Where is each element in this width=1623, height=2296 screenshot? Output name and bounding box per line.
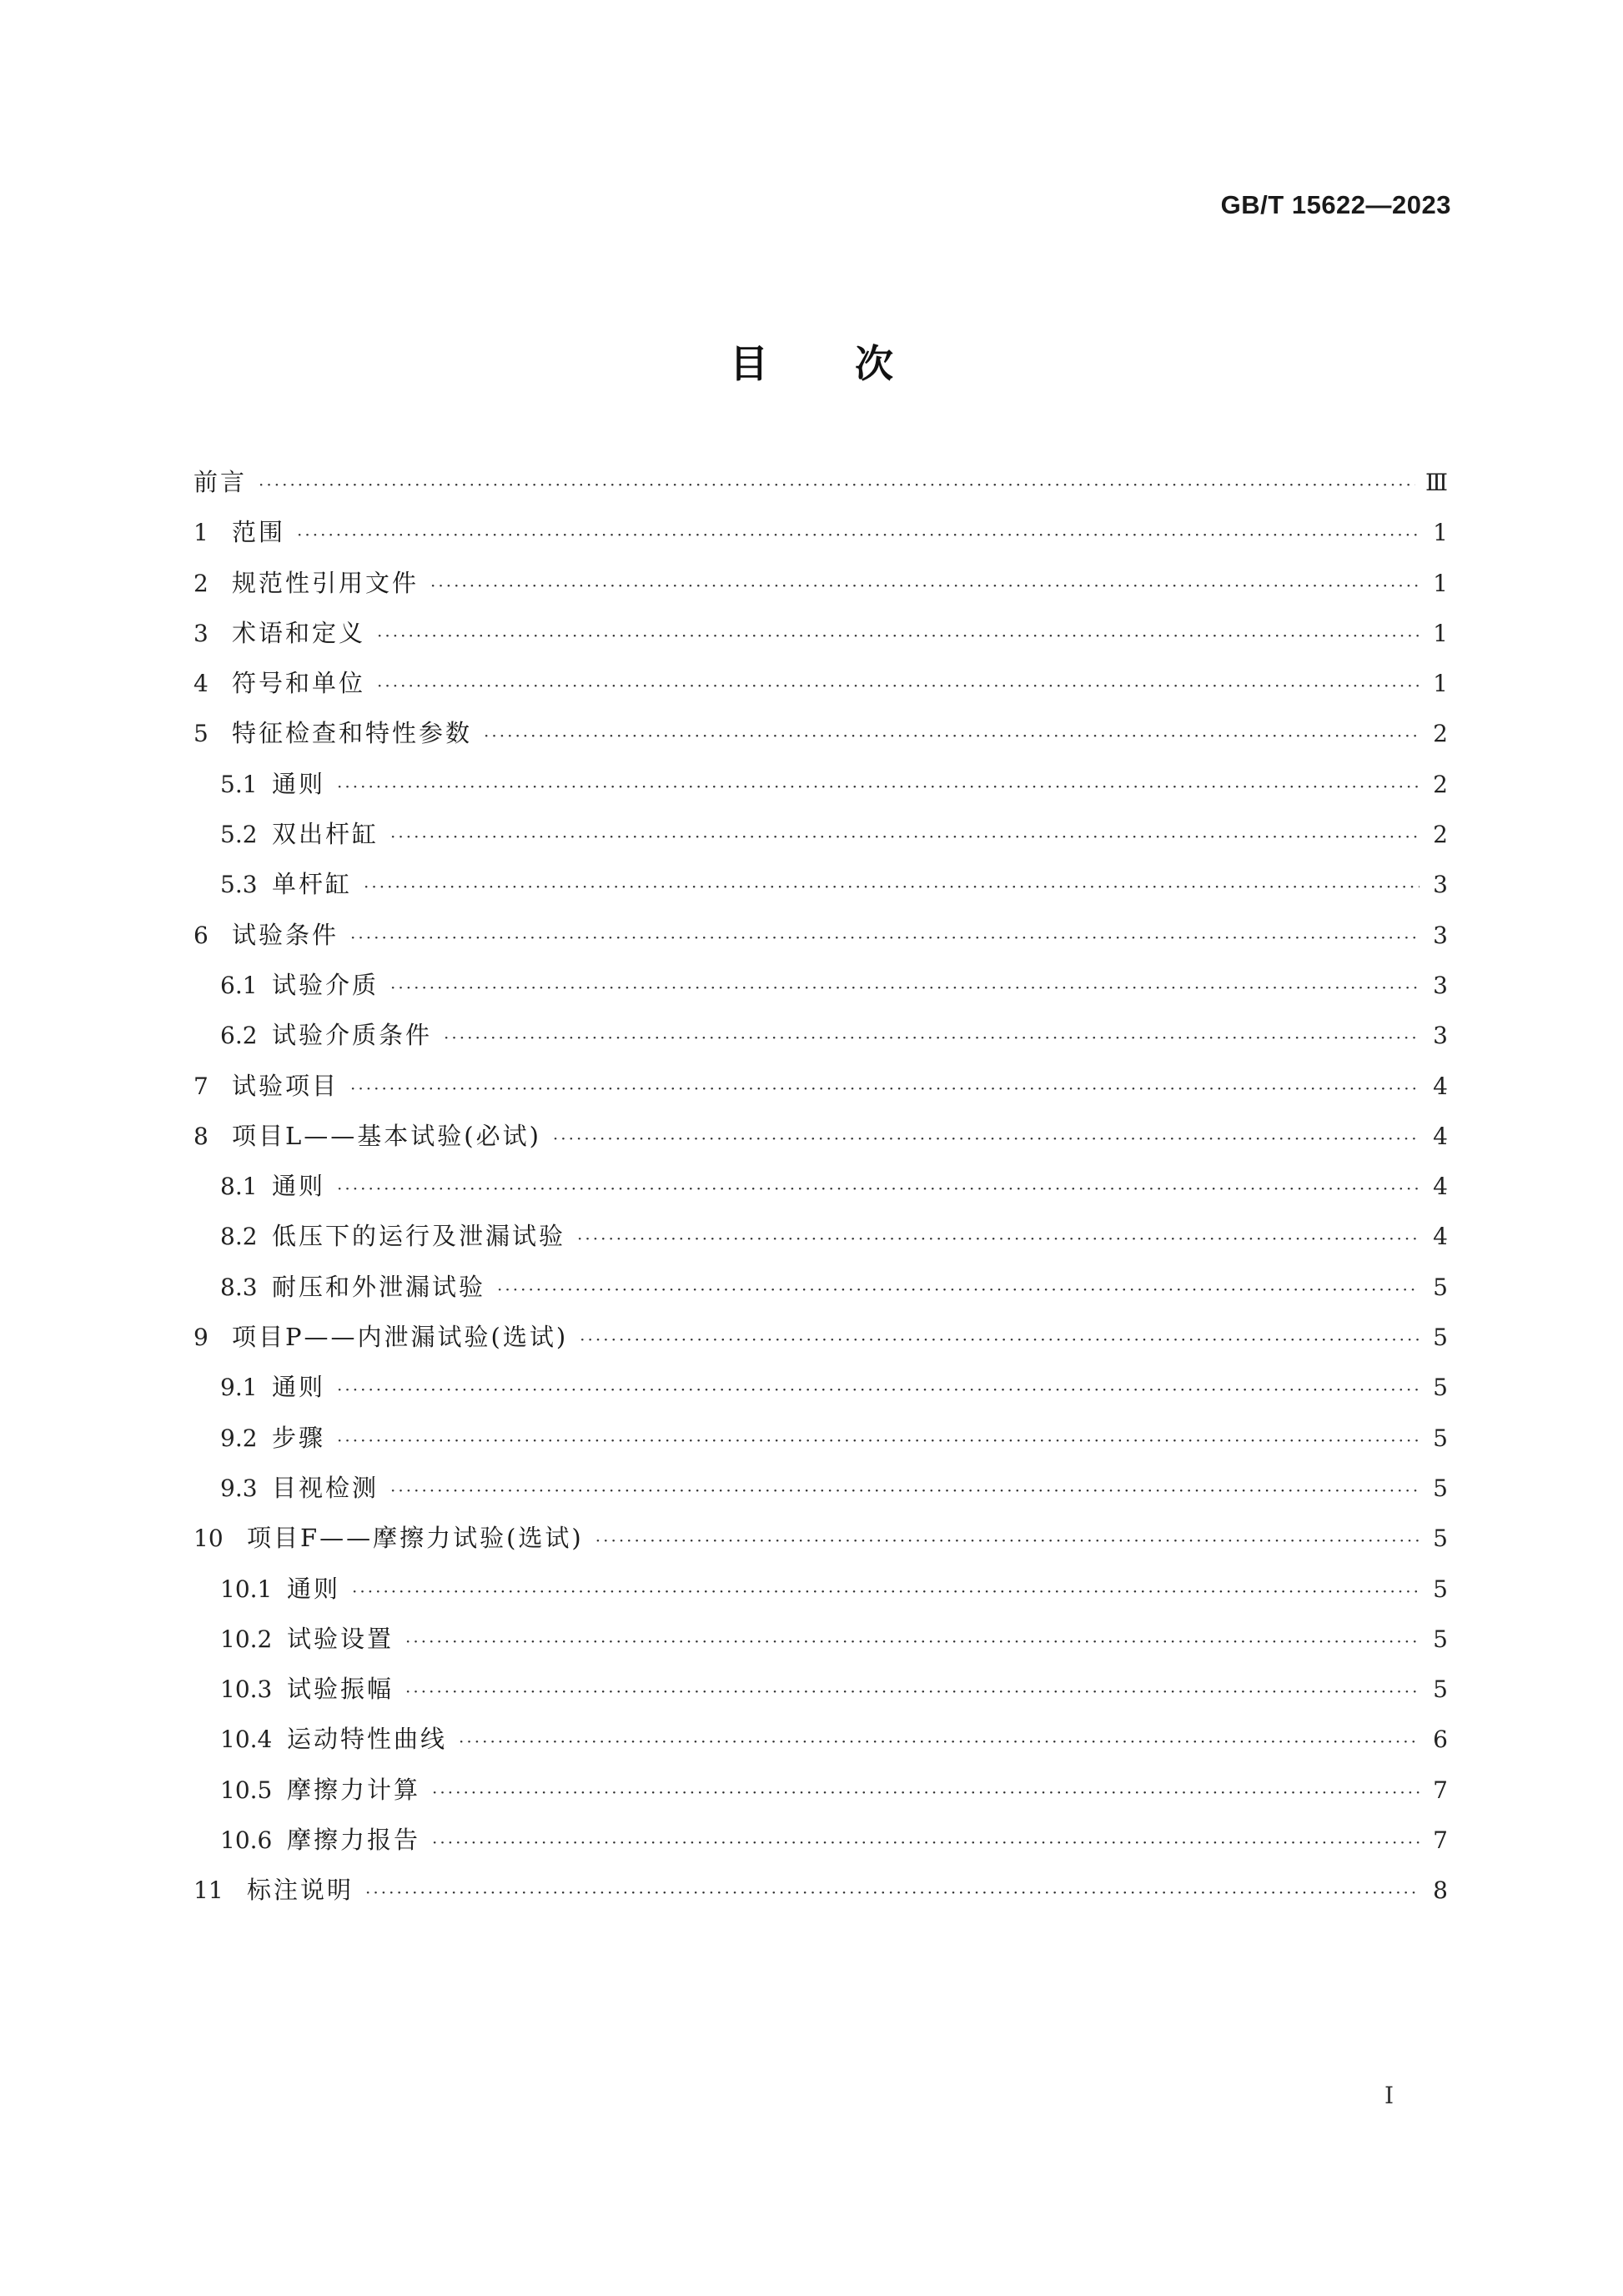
toc-entry-page: 5 [1433,1525,1448,1553]
toc-entry-page: Ⅲ [1425,469,1448,496]
toc-entry[interactable] [193,608,1448,658]
toc-entry-title: 试验介质条件 [272,1021,433,1050]
toc-entry-title: 规范性引用文件 [232,568,420,597]
toc-entry-title: 目视检测 [272,1473,379,1502]
toc-entry[interactable] [193,708,1448,758]
dot-leader [377,661,1419,711]
toc-entry-page: 6 [1433,1726,1448,1754]
toc-entry-title: 范围 [232,518,286,547]
toc-entry-number: 10.4 [220,1726,273,1754]
dot-leader [377,610,1419,661]
toc-entry[interactable] [193,1564,1448,1614]
toc-entry-title: 通则 [272,1373,326,1402]
toc-entry-page: 5 [1433,1676,1448,1704]
standard-number: GB/T 15622—2023 [1220,190,1451,219]
dot-leader [580,1314,1419,1364]
toc-entry-title: 耐压和外泄漏试验 [272,1272,486,1301]
dot-leader [553,1113,1419,1163]
toc-entry-page: 5 [1433,1575,1448,1603]
toc-entry-number: 10.1 [220,1575,273,1603]
toc-entry[interactable] [193,1714,1448,1764]
toc-entry-title: 通则 [287,1574,341,1603]
dot-leader [365,1867,1419,1917]
toc-entry-page: 5 [1433,1273,1448,1301]
toc-entry-page: 4 [1433,1122,1448,1150]
toc-entry-number: 7 [193,1072,209,1100]
toc-entry[interactable] [193,1614,1448,1664]
toc-entry-page: 2 [1433,821,1448,849]
toc-entry-title: 项目F——摩擦力试验(选试) [247,1524,584,1553]
toc-entry-page: 5 [1433,1474,1448,1502]
toc-entry-page: 4 [1433,1173,1448,1201]
dot-leader [497,1264,1419,1314]
toc-entry-number: 9.3 [220,1474,258,1502]
toc-entry-title: 前言 [193,468,248,496]
toc-entry-page: 1 [1433,670,1448,698]
toc-entry-number: 10.5 [220,1776,273,1804]
toc-entry-number: 5.3 [220,871,258,899]
toc-entry[interactable] [193,1312,1448,1362]
toc-entry-page: 3 [1433,871,1448,899]
toc-entry[interactable] [193,507,1448,557]
dot-leader [350,912,1419,962]
toc-entry-number: 1 [193,519,209,547]
toc-entry[interactable] [193,1262,1448,1312]
dot-leader [595,1515,1419,1565]
toc-entry[interactable] [193,809,1448,859]
toc-entry-title: 通则 [272,1172,326,1201]
toc-entry[interactable] [193,1161,1448,1211]
dot-leader [297,510,1419,560]
toc-entry-number: 5.1 [220,770,258,798]
page-number: I [1384,2082,1394,2109]
toc-entry-number: 6.1 [220,971,258,999]
toc-entry-page: 3 [1433,971,1448,999]
toc-entry-number: 10.3 [220,1676,273,1704]
toc-entry-number: 8.2 [220,1223,258,1251]
toc-entry[interactable] [193,910,1448,960]
dot-leader [432,1767,1419,1817]
toc-entry-title: 运动特性曲线 [287,1725,448,1754]
dot-leader [364,862,1419,912]
toc-entry-number: 4 [193,670,209,698]
dot-leader [350,1063,1419,1113]
toc-entry-number: 8.1 [220,1173,258,1201]
toc-entry-page: 2 [1433,720,1448,748]
toc-entry-page: 5 [1433,1324,1448,1352]
toc-entry[interactable] [193,1211,1448,1261]
toc-entry[interactable] [193,457,1448,507]
toc-entry[interactable] [193,1815,1448,1865]
toc-entry-title: 试验设置 [287,1624,394,1653]
toc-entry-title: 项目L——基本试验(必试) [232,1121,541,1150]
toc-entry-page: 5 [1433,1625,1448,1653]
toc-entry-page: 3 [1433,1022,1448,1050]
toc-entry[interactable] [193,960,1448,1010]
toc-entry-number: 9.1 [220,1374,258,1402]
toc-entry-title: 试验振幅 [287,1675,394,1704]
toc-entry-page: 5 [1433,1424,1448,1452]
toc-entry[interactable] [193,1010,1448,1060]
toc-entry-page: 4 [1433,1072,1448,1100]
toc-entry-number: 9.2 [220,1424,258,1452]
toc-entry[interactable] [193,1413,1448,1463]
toc-entry-number: 6 [193,921,209,949]
toc-entry[interactable] [193,1765,1448,1815]
toc-entry-number: 5.2 [220,821,258,849]
toc-entry-number: 10 [193,1525,224,1553]
toc-entry-page: 3 [1433,921,1448,949]
dot-leader [337,1415,1419,1465]
toc-entry-title: 通则 [272,769,326,798]
toc-entry-page: 7 [1433,1776,1448,1804]
dot-leader [432,1817,1419,1867]
toc-entry-number: 10.6 [220,1826,273,1855]
toc-entry-page: 7 [1433,1826,1448,1855]
toc-entry-number: 8.3 [220,1273,258,1301]
toc-entry-page: 1 [1433,519,1448,547]
toc-entry-title: 试验介质 [272,970,379,999]
toc-entry-title: 双出杆缸 [272,820,379,849]
page-title: 目次 [730,341,980,386]
toc-entry-number: 10.2 [220,1625,273,1653]
toc-entry[interactable] [193,658,1448,708]
dot-leader [444,1012,1419,1063]
toc-entry[interactable] [193,1362,1448,1412]
dot-leader [459,1716,1419,1766]
toc-entry-title: 术语和定义 [232,618,366,647]
dot-leader [337,1364,1419,1414]
dot-leader [259,460,1415,510]
dot-leader [405,1666,1419,1716]
dot-leader [390,811,1419,862]
toc-entry-number: 3 [193,619,209,647]
toc-entry-number: 11 [193,1876,224,1905]
toc-entry[interactable] [193,759,1448,809]
dot-leader [405,1616,1419,1666]
toc-entry-title: 低压下的运行及泄漏试验 [272,1222,566,1251]
dot-leader [484,711,1419,761]
toc-entry-number: 6.2 [220,1022,258,1050]
toc-entry-title: 特征检查和特性参数 [232,719,473,748]
toc-entry-title: 项目P——内泄漏试验(选试) [232,1323,569,1352]
dot-leader [352,1566,1419,1616]
toc-entry-title: 单杆缸 [272,870,353,899]
toc-entry-page: 5 [1433,1374,1448,1402]
toc-entry[interactable] [193,1463,1448,1513]
toc-entry-title: 试验条件 [232,920,339,949]
toc-entry-number: 2 [193,569,209,597]
toc-entry[interactable] [193,1664,1448,1714]
toc-entry-title: 摩擦力计算 [287,1775,421,1804]
toc-entry[interactable] [193,1111,1448,1161]
toc-entry-title: 摩擦力报告 [287,1826,421,1855]
toc-entry-page: 4 [1433,1223,1448,1251]
dot-leader [577,1213,1419,1264]
toc-entry-page: 8 [1433,1876,1448,1905]
toc-entry-title: 试验项目 [232,1071,339,1100]
toc-entry-number: 9 [193,1324,209,1352]
dot-leader [390,962,1419,1012]
toc-entry-page: 1 [1433,569,1448,597]
toc-entry[interactable] [193,1513,1448,1563]
dot-leader [390,1465,1419,1515]
toc-entry-number: 5 [193,720,209,748]
dot-leader [337,1163,1419,1213]
toc-entry-title: 步骤 [272,1423,326,1452]
toc-entry[interactable] [193,558,1448,608]
toc-entry-title: 符号和单位 [232,669,366,698]
dot-leader [337,761,1419,811]
toc-entry-page: 1 [1433,619,1448,647]
table-of-contents [193,457,1448,1916]
toc-entry[interactable] [193,859,1448,909]
toc-entry[interactable] [193,1865,1448,1915]
toc-entry-page: 2 [1433,770,1448,798]
dot-leader [430,560,1419,610]
toc-entry[interactable] [193,1061,1448,1111]
toc-entry-number: 8 [193,1122,209,1150]
toc-entry-title: 标注说明 [247,1876,354,1905]
